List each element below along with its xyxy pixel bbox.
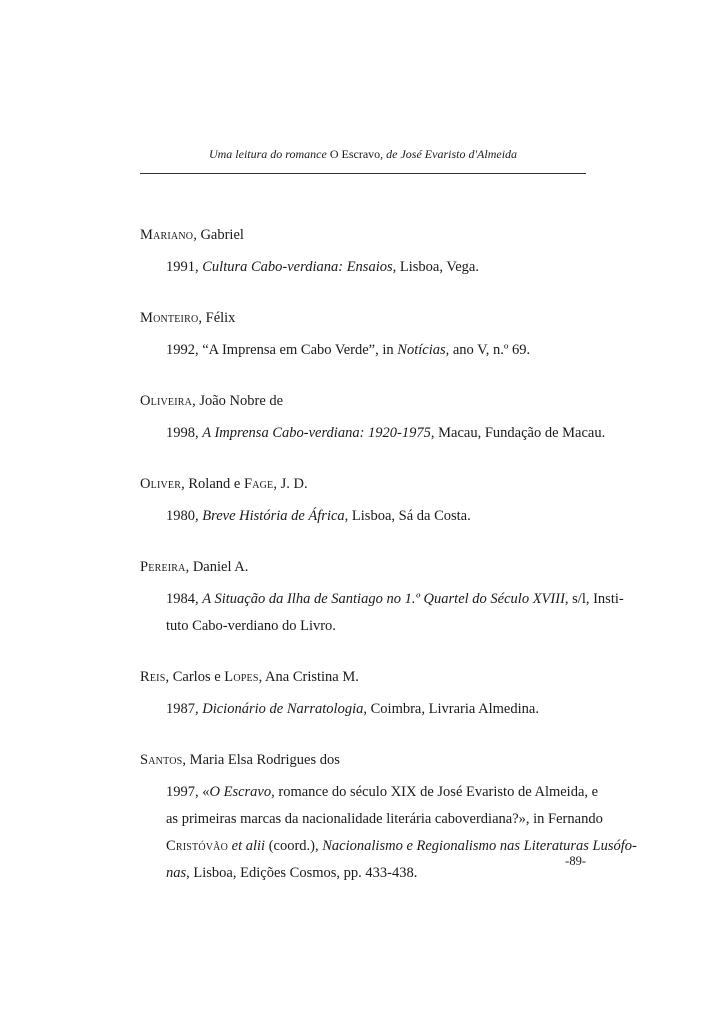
et-alii: et alii [228, 838, 266, 854]
entry-reference [166, 254, 586, 281]
entry-author [140, 749, 586, 771]
bibliography-entry-santos [140, 749, 637, 887]
reference-title: A Imprensa Cabo-verdiana: 1920-1975 [202, 425, 431, 441]
entry-reference [166, 586, 624, 640]
header-rule [140, 173, 586, 174]
author-surname: Mariano [140, 227, 194, 243]
reference-publisher: , Coimbra, Livraria Almedina. [363, 701, 539, 717]
reference-line-3 [166, 833, 637, 860]
reference-text: , romance do século XIX de José Evaristo de Almeida, e [271, 784, 599, 800]
coord-note: (coord.), [265, 838, 323, 854]
editor-surname: Cristóvão [166, 838, 229, 854]
bibliography-entry-monteiro [140, 307, 586, 364]
bibliography-list [140, 224, 637, 887]
bibliography-entry-oliver-fage [140, 473, 586, 530]
entry-author [140, 473, 586, 495]
coauthor-surname: Lopes [224, 669, 259, 685]
running-head-author: , de José Evaristo d'Almeida [380, 147, 518, 161]
reference-year: 1991, [166, 259, 203, 275]
author-surname: Oliver [140, 476, 182, 492]
reference-title: Notícias [397, 342, 446, 358]
author-surname: Reis [140, 669, 166, 685]
author-given-name: , Félix [198, 310, 236, 326]
author-surname: Santos [140, 752, 183, 768]
reference-year: 1992, “A Imprensa em Cabo Verde”, in [166, 342, 398, 358]
author-given-name: , Daniel A. [185, 559, 249, 575]
bibliography-entry-mariano [140, 224, 586, 281]
reference-title: O Escravo [209, 784, 272, 800]
author-given-name: , Roland e [181, 476, 244, 492]
reference-year: 1987, [166, 701, 203, 717]
entry-reference [166, 696, 586, 723]
reference-publisher: , Lisboa, Sá da Costa. [344, 508, 471, 524]
author-surname: Pereira [140, 559, 186, 575]
volume-title-end: nas [166, 865, 187, 881]
author-given-name: , Carlos e [165, 669, 225, 685]
reference-publisher: , Lisboa, Edições Cosmos, pp. 433-438. [186, 865, 418, 881]
entry-reference [166, 503, 586, 530]
reference-year: 1984, [166, 591, 203, 607]
reference-publisher: , ano V, n.º 69. [445, 342, 531, 358]
entry-author [140, 390, 586, 412]
author-given-name: , Gabriel [193, 227, 244, 243]
coauthor-given-name: , J. D. [273, 476, 308, 492]
running-head-lead: Uma leitura do romance [208, 147, 327, 161]
reference-year: 1980, [166, 508, 203, 524]
running-head [140, 147, 586, 161]
bibliography-entry-oliveira [140, 390, 606, 447]
reference-line-4 [166, 860, 586, 887]
reference-publisher: , Lisboa, Vega. [392, 259, 479, 275]
author-given-name: , João Nobre de [192, 393, 284, 409]
reference-title: Breve História de África [202, 508, 345, 524]
author-surname: Monteiro [140, 310, 199, 326]
coauthor-surname: Fage [243, 476, 274, 492]
entry-reference [166, 779, 637, 887]
bibliography-entry-reis-lopes [140, 666, 586, 723]
running-head-book-title: O Escravo [326, 147, 381, 161]
bibliography-entry-pereira [140, 556, 624, 640]
reference-year: 1997, « [166, 784, 210, 800]
reference-title: A Situação da Ilha de Santiago no 1.º Quartel do Século XVIII [202, 591, 565, 607]
reference-line-1 [166, 779, 599, 806]
author-surname: Oliveira [140, 393, 193, 409]
entry-author [140, 666, 586, 688]
coauthor-given-name: , Ana Cristina M. [258, 669, 359, 685]
reference-line-2: tuto Cabo-verdiano do Livro. [166, 618, 336, 634]
volume-title: Nacionalismo e Regionalismo nas Literaturas Lusófo- [322, 838, 637, 854]
reference-publisher: , Macau, Fundação de Macau. [430, 425, 606, 441]
reference-year: 1998, [166, 425, 203, 441]
page-number: -89- [565, 854, 586, 868]
reference-title: Cultura Cabo-verdiana: Ensaios [202, 259, 393, 275]
entry-reference [166, 420, 606, 447]
reference-title: Dicionário de Narratologia [202, 701, 364, 717]
entry-author [140, 307, 586, 329]
reference-publisher: , s/l, Insti- [564, 591, 624, 607]
reference-line-1 [166, 586, 624, 613]
entry-author [140, 556, 586, 578]
entry-reference [166, 337, 586, 364]
entry-author [140, 224, 586, 246]
author-given-name: , Maria Elsa Rodrigues dos [182, 752, 340, 768]
reference-line-2: as primeiras marcas da nacionalidade literária caboverdiana?», in Fernando [166, 811, 603, 827]
